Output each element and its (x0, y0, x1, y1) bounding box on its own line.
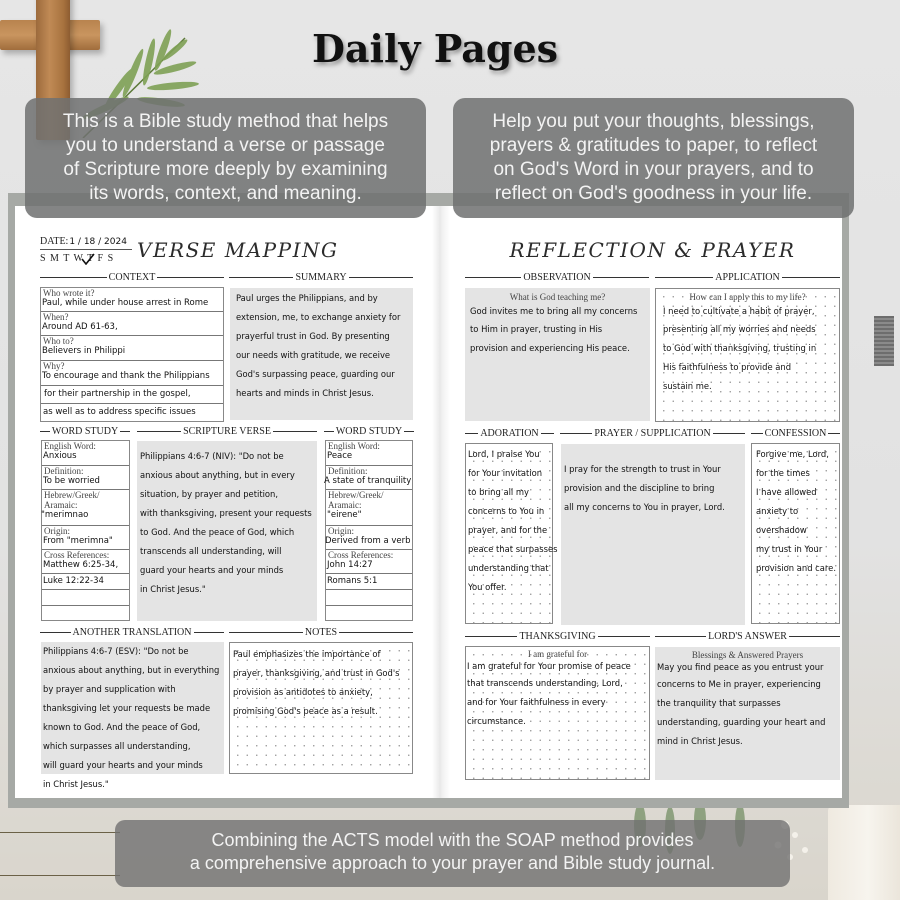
shelf-edge (0, 832, 120, 833)
application-prompt: How can I apply this to my life? (689, 292, 806, 302)
confession-box[interactable]: Forgive me, Lord, for the times I have allowed anxiety to overshadow my trust in Your provision and care. (751, 443, 840, 624)
field-value: Romans 5:1 (327, 576, 378, 586)
field-value: Anxious (43, 451, 77, 461)
thanksgiving-box[interactable]: I am grateful for I am grateful for Your promise of peace that transcends understanding, Lord, and for Your faithfulness in every circumstance. (465, 646, 650, 780)
observation-prompt: What is God teaching me? (509, 292, 606, 302)
scripture-verse-heading: SCRIPTURE VERSE (137, 425, 317, 437)
book-spine (432, 206, 450, 798)
word-study-right-heading: WORD STUDY (324, 425, 414, 437)
field-value: John 14:27 (327, 560, 373, 570)
field-label: Origin: (44, 526, 70, 536)
observation-heading: OBSERVATION (465, 271, 649, 283)
word-study-right-box[interactable] (325, 440, 413, 621)
reflection-prayer-description-callout: Help you put your thoughts, blessings, prayers & gratitudes to paper, to reflect on God's Word in your prayers, and to reflect on God's goodness in your life. (453, 98, 854, 218)
context-value: Believers in Philippi (42, 346, 126, 356)
application-heading: APPLICATION (655, 271, 840, 283)
weekday-selector[interactable]: S M T W T F S (40, 253, 115, 264)
field-label: Aramaic: (44, 500, 78, 510)
field-value: A state of tranquility (324, 476, 412, 486)
field-value: Matthew 6:25-34, (43, 560, 119, 570)
field-label: Hebrew/Greek/ (328, 490, 384, 500)
word-study-left-heading: WORD STUDY (40, 425, 130, 437)
field-value: To be worried (43, 476, 100, 486)
page-heading: Daily Pages (311, 26, 559, 71)
lords-answer-prompt: Blessings & Answered Prayers (691, 650, 804, 660)
field-label: Definition: (328, 466, 368, 476)
field-value: "merimnao (41, 510, 89, 520)
field-label: Cross References: (328, 550, 394, 560)
date-underline (40, 249, 132, 250)
scripture-verse-box[interactable]: Philippians 4:6-7 (NIV): "Do not be anxious about anything, but in every situation, by prayer and petition, with thanksgiving, present your requests to God. And the peace of God, which transcends all understanding, will guard your hearts and your minds in Christ Jesus." (137, 441, 317, 621)
summary-box[interactable]: Paul urges the Philippians, and by extension, me, to exchange anxiety for prayerful trust in God. By presenting our needs with gratitude, we receive God's surpassing peace, guarding our hearts and minds in Christ Jesus. (230, 288, 413, 420)
field-label: Definition: (44, 466, 84, 476)
context-box[interactable] (40, 287, 224, 422)
observation-box[interactable]: What is God teaching me? God invites me to bring all my concerns to Him in prayer, trusting in His provision and experiencing His peace. (465, 288, 650, 421)
field-value: "eirene" (327, 510, 362, 520)
context-value: for their partnership in the gospel, (44, 389, 191, 399)
acts-soap-description-callout: Combining the ACTS model with the SOAP method provides a comprehensive approach to your prayer and Bible study journal. (115, 820, 790, 887)
field-value: From "merimna" (43, 536, 113, 546)
context-value: Paul, while under house arrest in Rome (42, 298, 209, 308)
thanksgiving-prompt: I am grateful for (527, 649, 588, 659)
supplication-heading: PRAYER / SUPPLICATION (560, 427, 745, 439)
confession-heading: CONFESSION (751, 427, 840, 439)
summary-heading: SUMMARY (229, 271, 413, 283)
field-label: English Word: (328, 441, 380, 451)
word-study-left-box[interactable] (41, 440, 130, 621)
verse-mapping-description-callout: This is a Bible study method that helps you to understand a verse or passage of Scripture more deeply by examining its words, context, and meaning. (25, 98, 426, 218)
context-heading: CONTEXT (40, 271, 224, 283)
notes-box[interactable]: Paul emphasizes the importance of prayer, thanksgiving, and trust in God's provision as antidotes to anxiety, promising God's peace as a result. (229, 642, 413, 774)
field-label: English Word: (44, 441, 96, 451)
context-label: When? (43, 312, 69, 322)
reflection-prayer-title: REFLECTION & PRAYER (509, 238, 796, 262)
another-translation-box[interactable]: Philippians 4:6-7 (ESV): "Do not be anxious about anything, but in everything by prayer and supplication with thanksgiving let your requests be made known to God. And the peace of God, which surpasses all understanding, will guard your hearts and your minds in Christ Jesus." (41, 642, 224, 774)
context-value: as well as to address specific issues (43, 407, 196, 417)
shelf-edge (0, 875, 120, 876)
lords-answer-box[interactable]: Blessings & Answered Prayers May you find peace as you entrust your concerns to Me in prayer, experiencing the tranquility that surpasses understanding, guarding your heart and mind in Christ Jesus. (655, 647, 840, 780)
field-value: Derived from a verb (325, 536, 411, 546)
field-value: Peace (327, 451, 353, 461)
supplication-box[interactable]: I pray for the strength to trust in Your provision and the discipline to bring all my concerns to You in prayer, Lord. (561, 444, 745, 625)
field-label: Cross References: (44, 550, 110, 560)
field-label: Origin: (328, 526, 354, 536)
application-box[interactable]: How can I apply this to my life? I need to cultivate a habit of prayer, presenting all my worries and needs to God with thanksgiving, trusting in His faithfulness to provide and sustain me. (655, 288, 840, 422)
thanksgiving-heading: THANKSGIVING (465, 630, 650, 642)
context-value: To encourage and thank the Philippians (42, 371, 210, 381)
context-label: Why? (43, 361, 65, 371)
notes-heading: NOTES (229, 626, 413, 638)
lords-answer-heading: LORD'S ANSWER (655, 630, 840, 642)
checkmark-icon (81, 253, 95, 265)
field-value: Luke 12:22-34 (43, 576, 104, 586)
context-label: Who wrote it? (43, 288, 95, 298)
date-field[interactable]: DATE:1 / 18 / 2024 (40, 236, 127, 247)
context-value: Around AD 61-63, (42, 322, 118, 332)
context-label: Who to? (43, 336, 74, 346)
field-label: Aramaic: (328, 500, 362, 510)
vase-decoration (828, 805, 900, 900)
adoration-box[interactable]: Lord, I praise You for Your invitation to bring all my concerns to You in prayer, and for the peace that surpasses understanding that You offer. (465, 443, 553, 624)
field-label: Hebrew/Greek/ (44, 490, 100, 500)
verse-mapping-title: VERSE MAPPING (137, 238, 339, 262)
adoration-heading: ADORATION (465, 427, 554, 439)
bookmark-tab (874, 316, 894, 366)
another-translation-heading: ANOTHER TRANSLATION (40, 626, 224, 638)
